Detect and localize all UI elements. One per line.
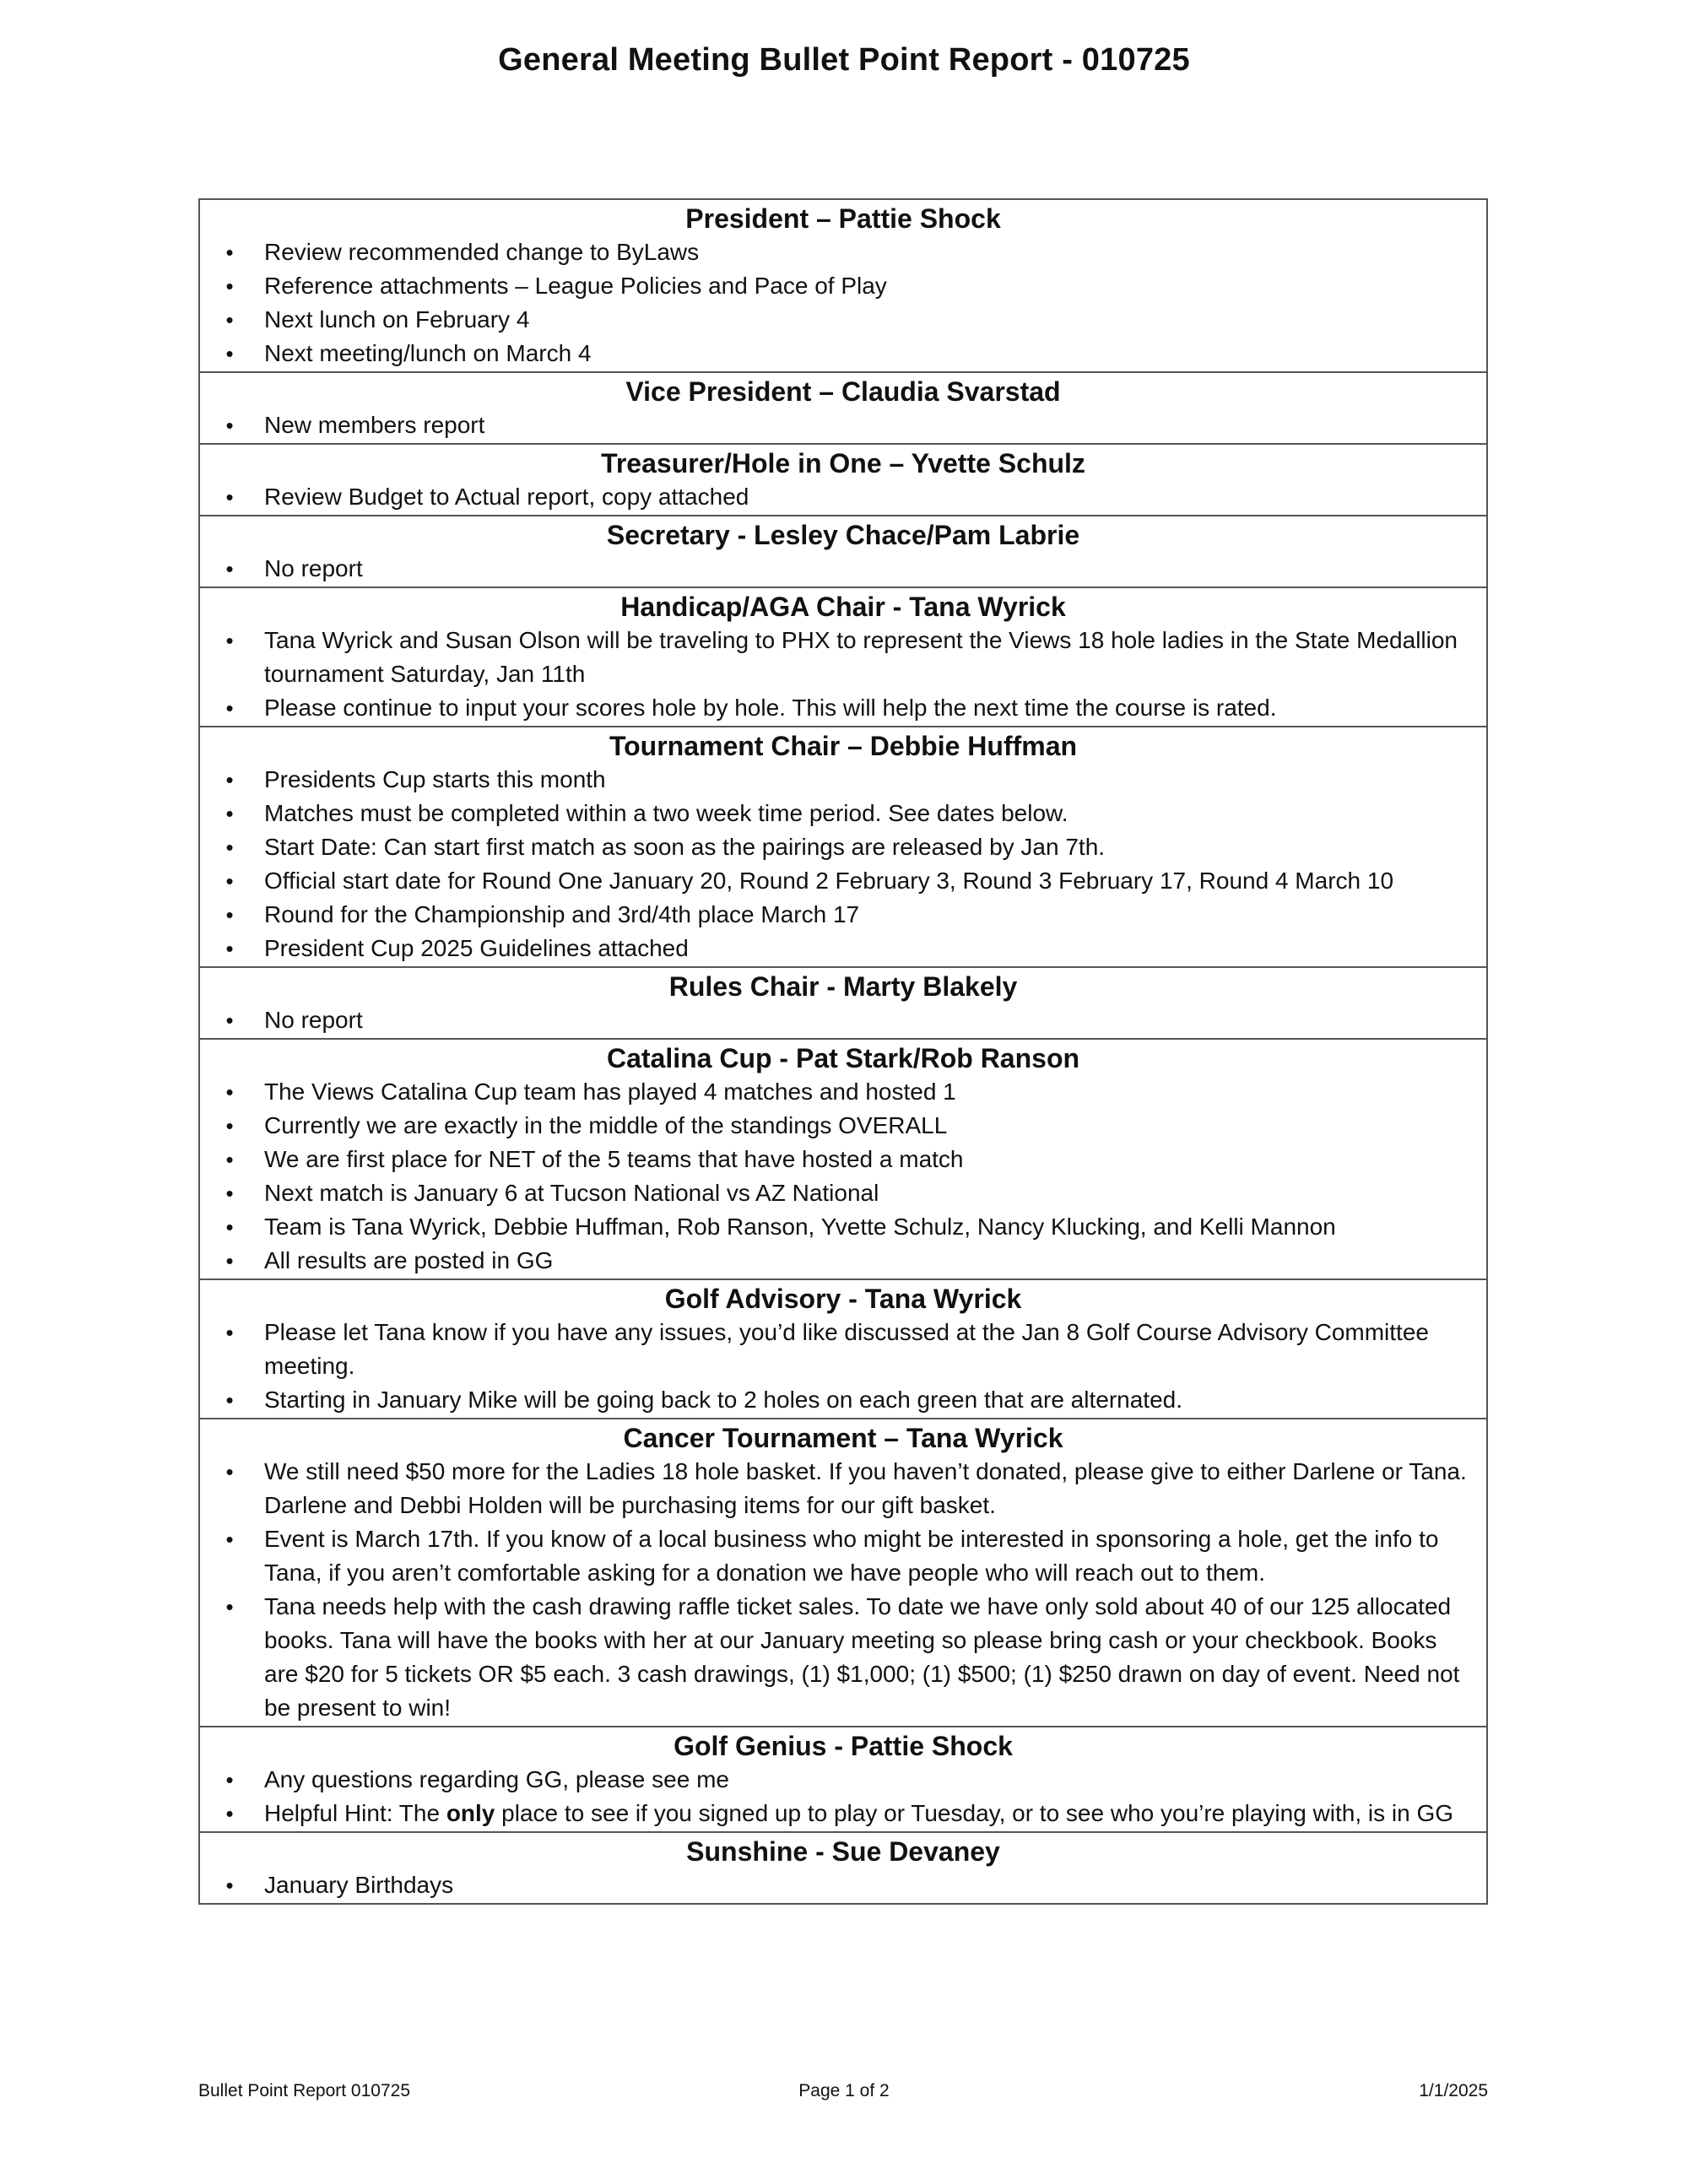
page-number: Page 1 of 2 bbox=[798, 2081, 890, 2100]
bullet-list bbox=[200, 480, 1486, 515]
bullet-text: Tana Wyrick and Susan Olson will be traveling to PHX to represent the Views 18 hole ladies in the State Medallion tournament Saturday, Jan 11th bbox=[264, 627, 1458, 687]
bullet-text: Round for the Championship and 3rd/4th place March 17 bbox=[264, 901, 860, 927]
bullet-icon: • bbox=[225, 628, 234, 653]
section-heading: Sunshine - Sue Devaney bbox=[686, 1836, 1000, 1867]
bullet-item bbox=[200, 830, 1486, 864]
document-title: General Meeting Bullet Point Report - 010725 bbox=[498, 42, 1190, 78]
bullet-icon: • bbox=[225, 1079, 234, 1105]
bullet-item bbox=[200, 1316, 1486, 1383]
bullet-text: No report bbox=[264, 555, 363, 581]
bullet-item bbox=[200, 1455, 1486, 1522]
bullet-item bbox=[200, 763, 1486, 797]
bullet-text: Next match is January 6 at Tucson National vs AZ National bbox=[264, 1180, 879, 1206]
report-table bbox=[198, 198, 1488, 1905]
bullet-text: January Birthdays bbox=[264, 1872, 454, 1898]
section-heading: Rules Chair - Marty Blakely bbox=[668, 971, 1018, 1002]
footer-left-text: Bullet Point Report 010725 bbox=[198, 2081, 411, 2100]
bullet-item bbox=[200, 1868, 1486, 1902]
bullet-text: Review recommended change to ByLaws bbox=[264, 239, 700, 265]
bullet-icon: • bbox=[225, 413, 234, 438]
bullet-item bbox=[200, 1075, 1486, 1109]
report-section bbox=[200, 966, 1486, 1038]
bullet-text: The Views Catalina Cup team has played 4 matches and hosted 1 bbox=[264, 1078, 956, 1105]
bullet-icon: • bbox=[225, 1527, 234, 1552]
bullet-list bbox=[200, 1868, 1486, 1903]
section-heading: Secretary - Lesley Chace/Pam Labrie bbox=[606, 520, 1080, 550]
bullet-icon: • bbox=[225, 556, 234, 581]
bullet-text: We are first place for NET of the 5 teams that have hosted a match bbox=[264, 1146, 964, 1172]
bullet-text: Any questions regarding GG, please see me bbox=[264, 1766, 729, 1792]
bullet-icon: • bbox=[225, 868, 234, 894]
bullet-icon: • bbox=[225, 1181, 234, 1206]
bullet-item bbox=[200, 691, 1486, 725]
section-heading: Treasurer/Hole in One – Yvette Schulz bbox=[601, 448, 1085, 478]
section-heading: Golf Genius - Pattie Shock bbox=[674, 1731, 1013, 1761]
bullet-item bbox=[200, 1109, 1486, 1143]
section-heading: Vice President – Claudia Svarstad bbox=[625, 376, 1061, 407]
bullet-text: Event is March 17th. If you know of a local business who might be interested in sponsoring a hole, get the info to Tana, if you aren’t comfortable asking for a donation we have people who will reach out to them. bbox=[264, 1526, 1439, 1586]
section-heading: Cancer Tournament – Tana Wyrick bbox=[623, 1423, 1063, 1453]
bullet-text: Helpful Hint: The bbox=[264, 1800, 446, 1826]
bullet-list bbox=[200, 552, 1486, 587]
bullet-item bbox=[200, 1383, 1486, 1417]
bullet-emphasis: only bbox=[446, 1800, 495, 1826]
bullet-icon: • bbox=[225, 240, 234, 265]
bullet-text: President Cup 2025 Guidelines attached bbox=[264, 935, 689, 961]
bullet-item bbox=[200, 1763, 1486, 1797]
bullet-icon: • bbox=[225, 1248, 234, 1273]
bullet-item bbox=[200, 1143, 1486, 1176]
section-heading: Handicap/AGA Chair - Tana Wyrick bbox=[620, 592, 1066, 622]
bullet-text: All results are posted in GG bbox=[264, 1247, 554, 1273]
bullet-icon: • bbox=[225, 1214, 234, 1240]
bullet-list bbox=[200, 1316, 1486, 1418]
report-section bbox=[200, 726, 1486, 966]
section-heading: Golf Advisory - Tana Wyrick bbox=[664, 1284, 1022, 1314]
bullet-item bbox=[200, 932, 1486, 965]
bullet-item bbox=[200, 898, 1486, 932]
bullet-item bbox=[200, 269, 1486, 303]
report-section bbox=[200, 1726, 1486, 1831]
bullet-item bbox=[200, 797, 1486, 830]
report-section bbox=[200, 1831, 1486, 1903]
bullet-text: Next meeting/lunch on March 4 bbox=[264, 340, 592, 366]
bullet-item bbox=[200, 480, 1486, 514]
bullet-text: Next lunch on February 4 bbox=[264, 306, 530, 332]
bullet-icon: • bbox=[225, 801, 234, 826]
bullet-item bbox=[200, 1522, 1486, 1590]
bullet-list bbox=[200, 1075, 1486, 1279]
bullet-item bbox=[200, 624, 1486, 691]
bullet-list bbox=[200, 1003, 1486, 1038]
bullet-text: Reference attachments – League Policies and Pace of Play bbox=[264, 273, 887, 299]
bullet-icon: • bbox=[225, 1594, 234, 1619]
bullet-icon: • bbox=[225, 1113, 234, 1138]
report-section bbox=[200, 587, 1486, 726]
bullet-item bbox=[200, 864, 1486, 898]
bullet-icon: • bbox=[225, 902, 234, 927]
bullet-item bbox=[200, 337, 1486, 370]
section-heading: President – Pattie Shock bbox=[685, 203, 1001, 234]
bullet-text: Presidents Cup starts this month bbox=[264, 766, 606, 792]
bullet-icon: • bbox=[225, 1320, 234, 1345]
bullet-list bbox=[200, 624, 1486, 726]
bullet-icon: • bbox=[225, 484, 234, 510]
bullet-icon: • bbox=[225, 1008, 234, 1033]
bullet-list bbox=[200, 408, 1486, 443]
bullet-icon: • bbox=[225, 273, 234, 299]
footer-date: 1/1/2025 bbox=[1419, 2081, 1488, 2100]
bullet-item bbox=[200, 1176, 1486, 1210]
bullet-list bbox=[200, 763, 1486, 966]
bullet-text: Team is Tana Wyrick, Debbie Huffman, Rob Ranson, Yvette Schulz, Nancy Klucking, and Kelli Mannon bbox=[264, 1214, 1336, 1240]
bullet-item bbox=[200, 408, 1486, 442]
bullet-text: Currently we are exactly in the middle of the standings OVERALL bbox=[264, 1112, 948, 1138]
bullet-icon: • bbox=[225, 835, 234, 860]
bullet-text: Please continue to input your scores hole by hole. This will help the next time the course is rated. bbox=[264, 695, 1277, 721]
bullet-item bbox=[200, 1003, 1486, 1037]
report-section bbox=[200, 515, 1486, 587]
bullet-item bbox=[200, 1244, 1486, 1278]
section-heading: Catalina Cup - Pat Stark/Rob Ranson bbox=[606, 1043, 1080, 1073]
bullet-text: Official start date for Round One January 20, Round 2 February 3, Round 3 February 17, Round 4 March 10 bbox=[264, 868, 1394, 894]
bullet-list bbox=[200, 235, 1486, 371]
bullet-text: Review Budget to Actual report, copy attached bbox=[264, 484, 749, 510]
bullet-list bbox=[200, 1455, 1486, 1726]
bullet-icon: • bbox=[225, 1459, 234, 1484]
bullet-icon: • bbox=[225, 1147, 234, 1172]
bullet-icon: • bbox=[225, 936, 234, 961]
bullet-list bbox=[200, 1763, 1486, 1831]
bullet-icon: • bbox=[225, 1767, 234, 1792]
bullet-icon: • bbox=[225, 695, 234, 721]
bullet-icon: • bbox=[225, 1873, 234, 1898]
bullet-text: We still need $50 more for the Ladies 18 hole basket. If you haven’t donated, please give to either Darlene or Tana. Darlene and Debbi Holden will be purchasing items for our gift basket. bbox=[264, 1458, 1467, 1518]
bullet-item bbox=[200, 1797, 1486, 1830]
bullet-text: Matches must be completed within a two week time period. See dates below. bbox=[264, 800, 1069, 826]
report-section bbox=[200, 371, 1486, 443]
bullet-item bbox=[200, 1590, 1486, 1725]
bullet-item bbox=[200, 303, 1486, 337]
report-section bbox=[200, 1418, 1486, 1726]
bullet-text: New members report bbox=[264, 412, 485, 438]
bullet-text: place to see if you signed up to play or Tuesday, or to see who you’re playing with, is in GG bbox=[495, 1800, 1454, 1826]
section-heading: Tournament Chair – Debbie Huffman bbox=[609, 731, 1078, 761]
report-section bbox=[200, 200, 1486, 371]
bullet-text: Start Date: Can start first match as soon as the pairings are released by Jan 7th. bbox=[264, 834, 1106, 860]
bullet-item bbox=[200, 552, 1486, 586]
bullet-text: Tana needs help with the cash drawing raffle ticket sales. To date we have only sold about 40 of our 125 allocated books. Tana will have the books with her at our January meeting so please bring cash or your checkbook. Books are $20 for 5 tickets OR $5 each. 3 cash drawings, (1) $1,000; (1) $500; (1) $250 drawn on day of event. Need not be present to win! bbox=[264, 1593, 1460, 1721]
bullet-item bbox=[200, 235, 1486, 269]
bullet-icon: • bbox=[225, 1387, 234, 1413]
report-section bbox=[200, 1038, 1486, 1279]
bullet-text: Starting in January Mike will be going back to 2 holes on each green that are alternated. bbox=[264, 1387, 1182, 1413]
bullet-icon: • bbox=[225, 1801, 234, 1826]
bullet-icon: • bbox=[225, 341, 234, 366]
report-section bbox=[200, 1279, 1486, 1418]
bullet-text: No report bbox=[264, 1007, 363, 1033]
bullet-icon: • bbox=[225, 307, 234, 332]
report-section bbox=[200, 443, 1486, 515]
bullet-item bbox=[200, 1210, 1486, 1244]
bullet-text: Please let Tana know if you have any issues, you’d like discussed at the Jan 8 Golf Course Advisory Committee meeting. bbox=[264, 1319, 1429, 1379]
bullet-icon: • bbox=[225, 767, 234, 792]
